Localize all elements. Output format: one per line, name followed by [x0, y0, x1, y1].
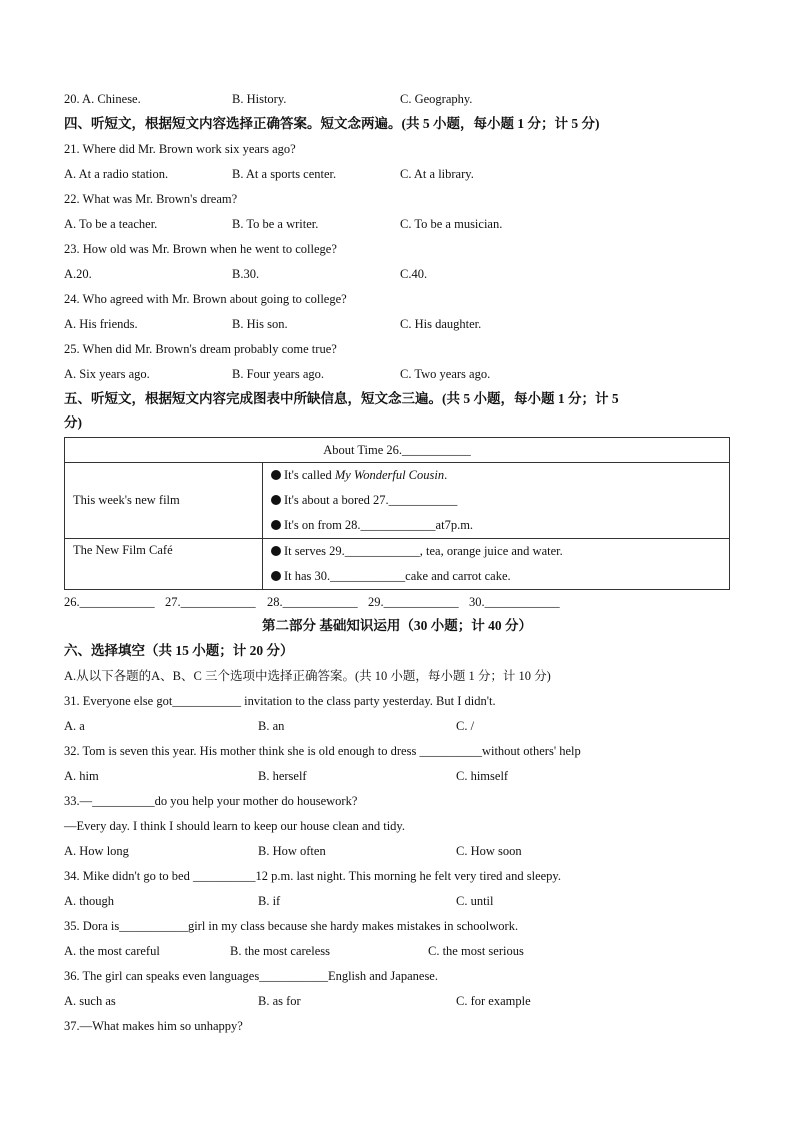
q25-question: 25. When did Mr. Brown's dream probably come true? — [64, 342, 337, 356]
q33-option-b: B. How often — [258, 844, 326, 858]
answer-blank-30[interactable]: 30.____________ — [469, 595, 560, 609]
q37-question: 37.—What makes him so unhappy? — [64, 1019, 243, 1033]
q25-option-c: C. Two years ago. — [400, 367, 491, 381]
section-5-header-line2: 分) — [64, 415, 82, 430]
q22-option-c: C. To be a musician. — [400, 217, 503, 231]
q24-question: 24. Who agreed with Mr. Brown about going to college? — [64, 292, 347, 306]
row-new-film-label: This week's new film — [65, 463, 263, 539]
film-info-table — [64, 437, 730, 590]
q20-option-a: 20. A. Chinese. — [64, 92, 141, 106]
answer-blank-26[interactable]: 26.____________ — [64, 595, 155, 609]
q31-option-a: A. a — [64, 719, 85, 733]
q34-option-b: B. if — [258, 894, 281, 908]
q21-option-b: B. At a sports center. — [232, 167, 337, 181]
q31-question: 31. Everyone else got___________ invitation to the class party yesterday. But I didn't. — [64, 694, 496, 708]
q23-option-a: A.20. — [64, 267, 92, 281]
section-6-instructions: A.从以下各题的A、B、C 三个选项中选择正确答案。(共 10 小题，每小题 1 分；计 10 分) — [64, 669, 551, 683]
q25-option-b: B. Four years ago. — [232, 367, 324, 381]
answer-blank-29[interactable]: 29.____________ — [368, 595, 459, 609]
table-title: About Time 26.___________ — [65, 438, 730, 463]
section-4-header: 四、听短文，根据短文内容选择正确答案。短文念两遍。(共 5 小题，每小题 1 分；计 5 分) — [64, 116, 600, 131]
row-film-cafe-details — [263, 539, 730, 590]
q36-option-b: B. as for — [258, 994, 301, 1008]
bullet-dot-icon — [271, 495, 281, 505]
section-5-header-line1: 五、听短文，根据短文内容完成图表中所缺信息，短文念三遍。(共 5 小题，每小题 1 分；计 5 — [64, 391, 619, 406]
q23-option-c: C.40. — [400, 267, 428, 281]
q22-question: 22. What was Mr. Brown's dream? — [64, 192, 238, 206]
row-film-cafe-label: The New Film Café — [65, 539, 263, 590]
bullet-film-about: It's about a bored 27.___________ — [271, 488, 721, 513]
q21-question: 21. Where did Mr. Brown work six years ago? — [64, 142, 296, 156]
q31-option-b: B. an — [258, 719, 285, 733]
q31-option-c: C. / — [456, 719, 475, 733]
bullet-film-schedule: It's on from 28.____________at7p.m. — [271, 513, 721, 538]
q21-option-a: A. At a radio station. — [64, 167, 169, 181]
row-new-film-details — [263, 463, 730, 539]
bullet-cafe-cakes: It has 30.____________cake and carrot cake. — [271, 564, 721, 589]
q24-option-c: C. His daughter. — [400, 317, 482, 331]
film-title: My Wonderful Cousin — [334, 468, 445, 482]
bullet-dot-icon — [271, 546, 281, 556]
q24-option-a: A. His friends. — [64, 317, 138, 331]
q34-option-c: C. until — [456, 894, 494, 908]
q22-option-b: B. To be a writer. — [232, 217, 319, 231]
bullet-dot-icon — [271, 520, 281, 530]
q20-option-c: C. Geography. — [400, 92, 473, 106]
q35-option-c: C. the most serious — [428, 944, 524, 958]
q33-question: 33.—__________do you help your mother do housework? — [64, 794, 358, 808]
q32-option-c: C. himself — [456, 769, 509, 783]
q32-question: 32. Tom is seven this year. His mother think she is old enough to dress __________without others' help — [64, 744, 581, 758]
bullet-dot-icon — [271, 470, 281, 480]
q25-option-a: A. Six years ago. — [64, 367, 150, 381]
q36-question: 36. The girl can speaks even languages___________English and Japanese. — [64, 969, 438, 983]
q35-question: 35. Dora is___________girl in my class because she hardy makes mistakes in schoolwork. — [64, 919, 519, 933]
q34-question: 34. Mike didn't go to bed __________12 p.m. last night. This morning he felt very tired and sleepy. — [64, 869, 561, 883]
q36-option-a: A. such as — [64, 994, 116, 1008]
section-6-header: 六、选择填空（共 15 小题；计 20 分） — [64, 643, 294, 658]
q22-option-a: A. To be a teacher. — [64, 217, 158, 231]
q34-option-a: A. though — [64, 894, 114, 908]
bullet-cafe-serves: It serves 29.____________, tea, orange juice and water. — [271, 539, 721, 564]
q35-option-b: B. the most careless — [230, 944, 330, 958]
q32-option-a: A. him — [64, 769, 99, 783]
q24-option-b: B. His son. — [232, 317, 288, 331]
q36-option-c: C. for example — [456, 994, 531, 1008]
answer-blank-28[interactable]: 28.____________ — [267, 595, 358, 609]
q33-option-c: C. How soon — [456, 844, 522, 858]
bullet-film-title: It's called My Wonderful Cousin. — [271, 463, 721, 488]
bullet-dot-icon — [271, 571, 281, 581]
q21-option-c: C. At a library. — [400, 167, 474, 181]
q33-option-a: A. How long — [64, 844, 129, 858]
answer-blank-27[interactable]: 27.____________ — [165, 595, 256, 609]
q23-question: 23. How old was Mr. Brown when he went to college? — [64, 242, 337, 256]
q33-response: —Every day. I think I should learn to keep our house clean and tidy. — [64, 819, 405, 833]
q23-option-b: B.30. — [232, 267, 260, 281]
q20-option-b: B. History. — [232, 92, 287, 106]
q32-option-b: B. herself — [258, 769, 307, 783]
part-2-header: 第二部分 基础知识运用（30 小题；计 40 分） — [262, 618, 532, 633]
q35-option-a: A. the most careful — [64, 944, 160, 958]
